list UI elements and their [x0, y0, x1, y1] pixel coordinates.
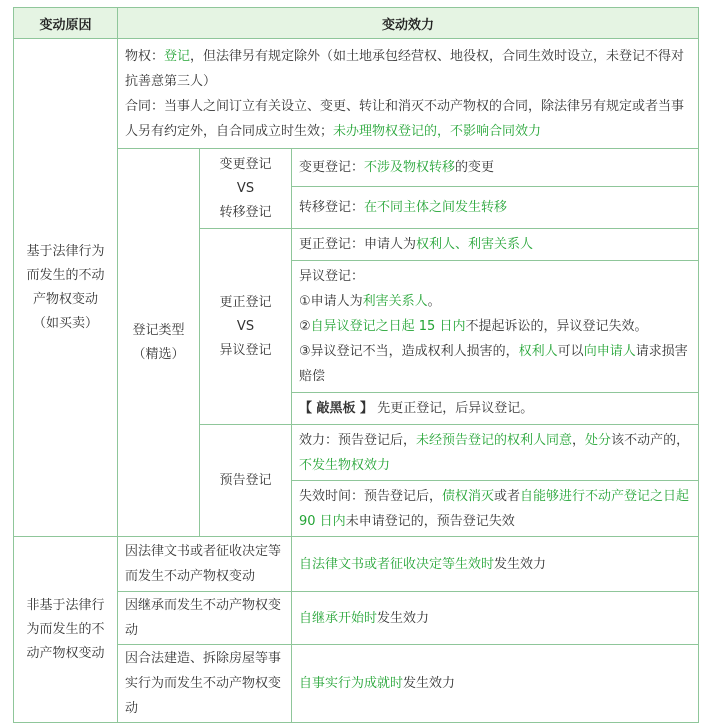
non-legal-act-reason: 非基于法律行 为而发生的不 动产物权变动 — [14, 537, 118, 723]
legal-act-reason: 基于法律行为 而发生的不动 产物权变动 （如买卖） — [14, 39, 118, 537]
non-legal-effect: 自法律文书或者征收决定等生效时发生效力 — [292, 537, 699, 592]
advance-effect: 效力：预告登记后，未经预告登记的权利人同意，处分该不动产的，不发生物权效力 — [292, 425, 699, 481]
property-rule: 物权：登记，但法律另有规定除外（如土地承包经营权、地役权，合同生效时设立，未登记不得对抗善意第三人） — [125, 48, 685, 89]
change-registration: 变更登记：不涉及物权转移的变更 — [292, 149, 699, 187]
correction-vs-objection-label: 更正登记 VS 异议登记 — [200, 229, 292, 425]
change-vs-transfer-label: 变更登记 VS 转移登记 — [200, 149, 292, 229]
contract-rule: 合同：当事人之间订立有关设立、变更、转让和消灭不动产物权的合同，除法律另有规定或者当事人另有约定外，自合同成立时生效；未办理物权登记的，不影响合同效力 — [125, 98, 685, 139]
advance-expiry: 失效时间：预告登记后，债权消灭或者自能够进行不动产登记之日起 90 日内未申请登记的，预告登记失效 — [292, 481, 699, 537]
blackboard-note: 【 敲黑板 】 先更正登记，后异议登记。 — [292, 393, 699, 425]
table-row — [14, 537, 699, 592]
non-legal-effect: 自事实行为成就时发生效力 — [292, 645, 699, 723]
non-legal-cause: 因法律文书或者征收决定等而发生不动产物权变动 — [118, 537, 292, 592]
header-effect: 变动效力 — [118, 8, 699, 39]
header-reason: 变动原因 — [14, 8, 118, 39]
table-row — [14, 39, 699, 149]
objection-registration: 异议登记： ①申请人为利害关系人。 ②自异议登记之日起 15 日内不提起诉讼的，异议登记失效。 ③异议登记不当，造成权利人损害的，权利人可以向申请人请求损害赔偿 — [292, 261, 699, 393]
correction-registration: 更正登记：申请人为权利人、利害关系人 — [292, 229, 699, 261]
advance-registration-label: 预告登记 — [200, 425, 292, 537]
legal-act-general — [118, 39, 699, 149]
property-change-table — [13, 7, 699, 723]
registration-type: 登记类型 （精选） — [118, 149, 200, 537]
non-legal-cause: 因合法建造、拆除房屋等事实行为而发生不动产物权变动 — [118, 645, 292, 723]
non-legal-effect: 自继承开始时发生效力 — [292, 592, 699, 645]
transfer-registration: 转移登记：在不同主体之间发生转移 — [292, 187, 699, 229]
non-legal-cause: 因继承而发生不动产物权变动 — [118, 592, 292, 645]
header-row — [14, 8, 699, 39]
